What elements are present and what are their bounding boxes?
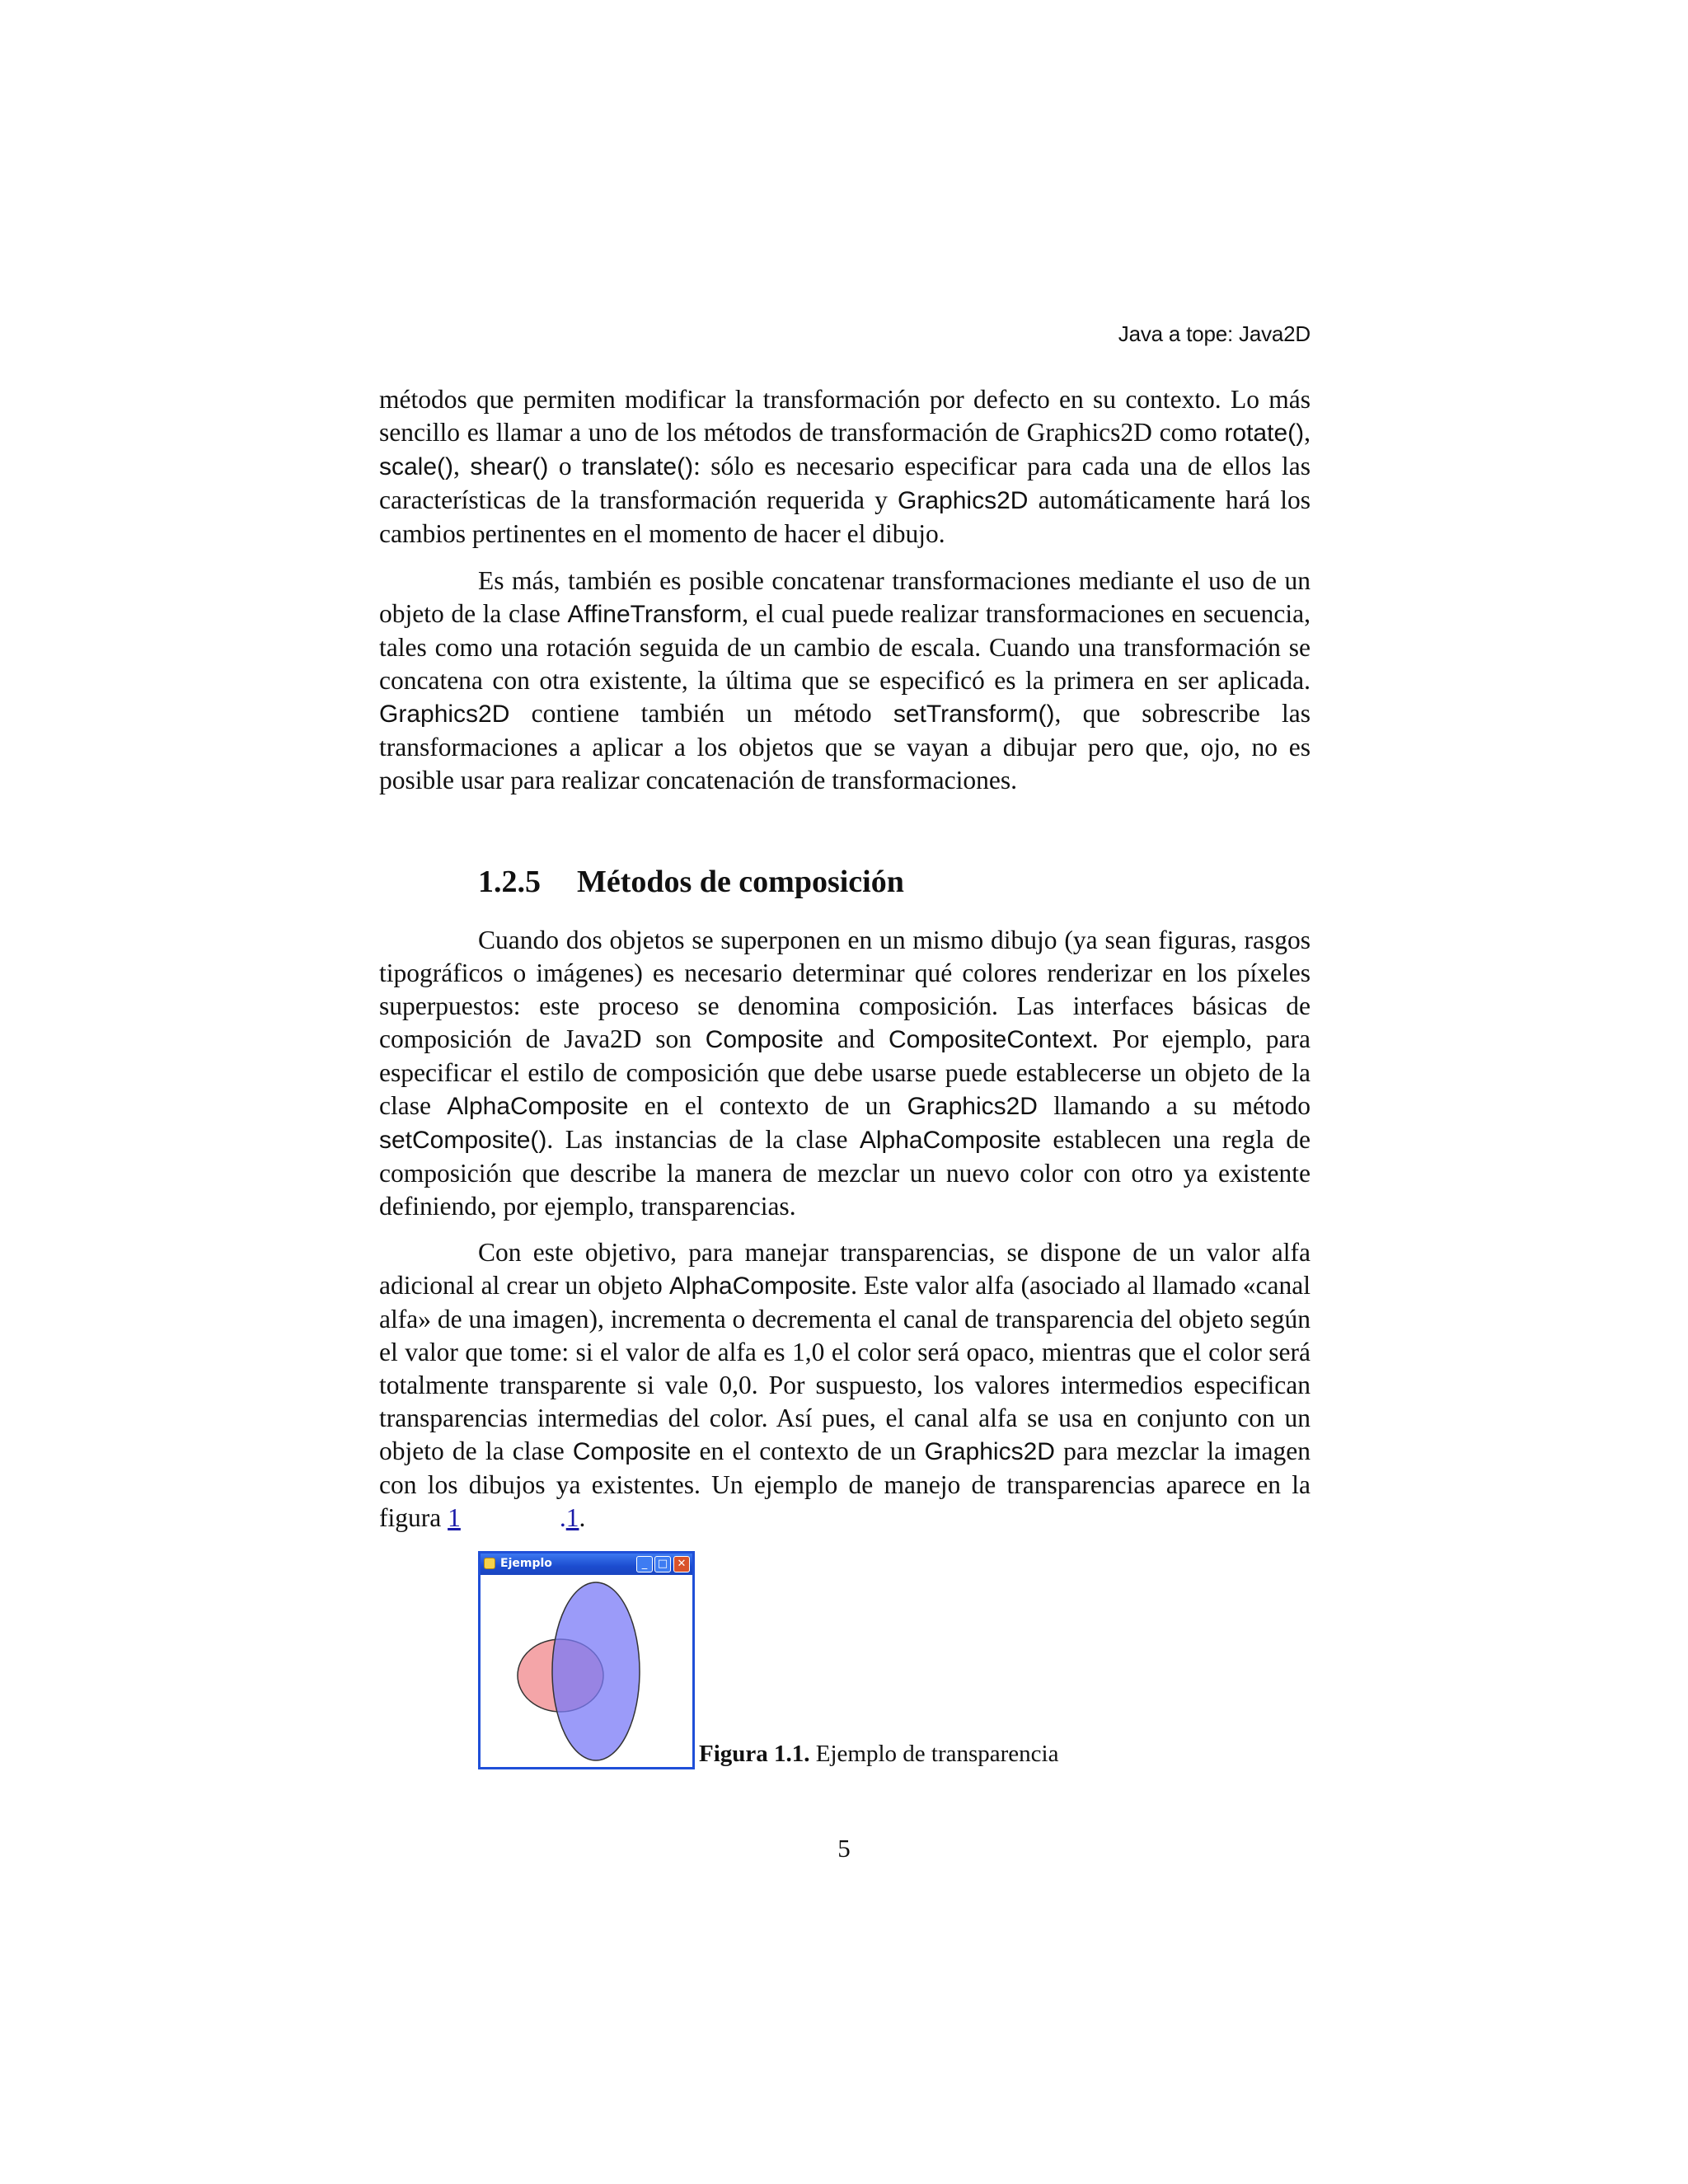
- paragraph-transform-methods: [379, 383, 1311, 551]
- figure-caption: [699, 1741, 1058, 1768]
- code-shear: shear(): [470, 453, 549, 480]
- text: .: [579, 1503, 586, 1532]
- java-app-icon: [484, 1558, 495, 1569]
- text: establecen una regla de composición que describe la manera de mezclar un nuevo color con otro ya existente definiendo, por ejemplo, transparencias.: [379, 1125, 1311, 1221]
- caption-label: Figura 1.1.: [699, 1741, 810, 1767]
- code-composite: Composite: [705, 1026, 824, 1053]
- text: . Las instancias de la clase: [546, 1125, 860, 1154]
- text: ,: [1304, 418, 1311, 447]
- code-compositecontext: CompositeContext: [888, 1026, 1092, 1053]
- transparency-drawing: [481, 1575, 692, 1767]
- code-scale: scale(): [379, 453, 454, 480]
- paragraph-affine-transform: [379, 565, 1311, 797]
- text: Es más, también es posible concatenar transformaciones mediante el uso de un objeto de la clase: [379, 566, 1311, 628]
- page-number: 5: [837, 1834, 851, 1863]
- minimize-icon[interactable]: _: [636, 1556, 653, 1572]
- code-alphacomposite: AlphaComposite: [859, 1127, 1041, 1154]
- text: . Por ejemplo, para especificar el estilo de composición que debe usarse puede establecerse un objeto de la clase: [379, 1024, 1311, 1120]
- code-graphics2d: Graphics2D: [379, 701, 510, 728]
- window-title: Ejemplo: [500, 1557, 552, 1570]
- example-window: [478, 1551, 695, 1769]
- code-rotate: rotate(): [1224, 419, 1305, 447]
- text: o: [548, 452, 583, 480]
- ref-part: 1: [565, 1503, 579, 1532]
- text: , el cual puede realizar transformaciones en secuencia, tales como una rotación seguida de un cambio de escala. Cuando una transformación se concatena con otra existente, la última que se especificó es la primera en ser aplicada.: [379, 599, 1311, 695]
- text: Cuando dos objetos se superponen en un mismo dibujo (ya sean figuras, rasgos tipográficos o imágenes) es necesario determinar qué colores renderizar en los píxeles superpuestos: este proceso se denomina composición. Las interfaces básicas de composición de Java2D son: [379, 926, 1311, 1053]
- paragraph-composition: [379, 924, 1311, 1223]
- text: automáticamente hará los cambios pertinentes en el momento de hacer el dibujo.: [379, 485, 1311, 548]
- code-translate: translate(): [582, 453, 694, 480]
- text: ,: [453, 452, 471, 480]
- text: : sólo es necesario especificar para cada una de ellos las características de la transformación requerida y: [379, 452, 1311, 514]
- code-alphacomposite: AlphaComposite: [668, 1272, 851, 1300]
- paragraph-alpha: [379, 1236, 1311, 1535]
- figure-reference-link[interactable]: [448, 1503, 579, 1532]
- blue-ellipse: [552, 1582, 640, 1760]
- ref-part: 1: [448, 1503, 461, 1532]
- code-settransform: setTransform(): [893, 701, 1055, 728]
- code-graphics2d: Graphics2D: [907, 1093, 1038, 1120]
- code-graphics2d: Graphics2D: [924, 1438, 1055, 1465]
- code-affinetransform: AffineTransform: [567, 601, 743, 628]
- text: . Este valor alfa (asociado al llamado «canal alfa» de una imagen), incrementa o decrementa el canal de transparencia del objeto según el valor que tome: si el valor de alfa es 1,0 el color será opaco, mientras que el color será totalmente transparente si vale 0,0. Por suspuesto, los valores intermedios especifican transparencias intermedias del color. Así pues, el canal alfa se usa en conjunto con un objeto de la clase: [379, 1271, 1311, 1465]
- code-composite: Composite: [572, 1438, 692, 1465]
- text: Con este objetivo, para manejar transparencias, se dispone de un valor alfa adicional al crear un objeto: [379, 1238, 1311, 1300]
- code-alphacomposite: AlphaComposite: [447, 1093, 629, 1120]
- caption-text: Ejemplo de transparencia: [809, 1741, 1059, 1767]
- code-setcomposite: setComposite(): [379, 1127, 547, 1154]
- maximize-icon[interactable]: □: [654, 1556, 671, 1572]
- text: and: [823, 1024, 889, 1053]
- code-graphics2d: Graphics2D: [898, 487, 1029, 514]
- text: en el contexto de un: [691, 1436, 925, 1465]
- section-heading: [478, 864, 904, 900]
- text: métodos que permiten modificar la transformación por defecto en su contexto. Lo más sencillo es llamar a uno de los métodos de transformación de Graphics2D como: [379, 385, 1311, 447]
- text: , que sobrescribe las transformaciones a aplicar a los objetos que se vayan a dibujar pero que, ojo, no es posible usar para realizar concatenación de transformaciones.: [379, 699, 1311, 794]
- running-header: Java a tope: Java2D: [1118, 321, 1311, 346]
- text: llamando a su método: [1037, 1091, 1311, 1120]
- section-number: 1.2.5: [478, 865, 541, 899]
- close-icon[interactable]: ✕: [673, 1556, 690, 1572]
- section-title: Métodos de composición: [577, 865, 904, 899]
- drawing-canvas: [481, 1575, 692, 1767]
- text: para mezclar la imagen con los dibujos ya existentes. Un ejemplo de manejo de transparencias aparece en la figura: [379, 1436, 1311, 1532]
- ref-dot: .: [559, 1503, 566, 1532]
- text: contiene también un método: [509, 699, 893, 728]
- text: en el contexto de un: [628, 1091, 907, 1120]
- window-titlebar[interactable]: [481, 1554, 692, 1575]
